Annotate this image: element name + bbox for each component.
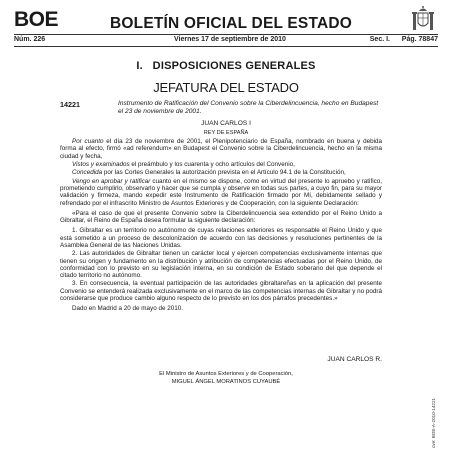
- department-heading: JEFATURA DEL ESTADO: [153, 80, 299, 95]
- entry-title: Instrumento de Ratificación del Convenio sobre la Ciberdelincuencia, hecho en Budapest el 23 de noviembre de 2001.: [118, 100, 379, 115]
- document-body: [60, 138, 382, 314]
- paragraph: Concedida por las Cortes Generales la autorización prevista en el Artículo 94.1 de la Constitución,: [72, 169, 346, 177]
- paragraph: Vistos y examinados el preámbulo y los cuarenta y ocho artículos del Convenio,: [72, 160, 295, 168]
- header-rule-bottom: [14, 46, 438, 47]
- paragraph: 2. Las autoridades de Gibraltar tienen un carácter local y ejercen competencias exclusivamente internas que tienen su origen y fundamento en la distribución y atribución de competencias efectuadas por el Reino Unido, de conformidad con lo previsto en su legislación interna, en su condición de Estado soberano del que depende el citado territorio no autónomo.: [60, 250, 382, 279]
- boe-logo-text: BOE: [14, 8, 59, 31]
- section-heading: I. DISPOSICIONES GENERALES: [136, 60, 316, 72]
- paragraph: Por cuanto el día 23 de noviembre de 2001, el Plenipotenciario de España, nombrado en buena y debida forma al efecto, firmó «ad referendum» en Budapest el Convenio sobre la Ciberdelincuencia, hecho en la misma ciudad y fecha,: [60, 138, 382, 160]
- gazette-header: [14, 5, 438, 35]
- paragraph: Vengo en aprobar y ratificar cuanto en el mismo se dispone, como en virtud del presente lo apruebo y ratifico, prometiendo cumplirlo, observarlo y hacer que se cumpla y observe en todas sus partes, a cuyo fin, para su mayor validación y firmeza, mando expedir este Instrumento de Ratificación firmado por Mí, debidamente sellado y refrendado por el infrascrito Ministro de Asuntos Exteriores y de Cooperación, con la siguiente Declaración:: [60, 177, 382, 207]
- minister-name: MIGUEL ÁNGEL MORATINOS CUYAUBÉ: [171, 378, 281, 385]
- issue-number: Núm. 226: [14, 36, 46, 43]
- gazette-meta: [14, 36, 438, 46]
- signatory-name: JUAN CARLOS I: [201, 120, 251, 127]
- gazette-title: BOLETÍN OFICIAL DEL ESTADO: [110, 15, 353, 32]
- minister-title: El Ministro de Asuntos Exteriores y de Cooperación,: [159, 371, 293, 377]
- issue-date: Viernes 17 de septiembre de 2010: [174, 36, 286, 43]
- cve-code: [424, 390, 434, 450]
- cve-text: cve: BOE-A-2010-14221: [431, 397, 436, 448]
- entry-number: 14221: [60, 100, 80, 109]
- coat-of-arms-icon: [410, 5, 436, 33]
- paragraph: Dado en Madrid a 20 de mayo de 2010.: [72, 305, 183, 313]
- signatory-subtitle: REY DE ESPAÑA: [203, 130, 249, 136]
- boe-logo: [14, 9, 58, 30]
- header-rule-top: [14, 34, 438, 35]
- paragraph: 3. En consecuencia, la eventual participación de las autoridades gibraltareñas en la aplicación del presente Convenio se entenderá realizada exclusivamente en el marco de las competencias internas de Gibraltar y no podrá considerarse que produce cambio alguno respecto de lo previsto en los dos párrafos precedentes.»: [60, 280, 382, 302]
- closing-signature: JUAN CARLOS R.: [327, 356, 382, 363]
- paragraph: «Para el caso de que el presente Convenio sobre la Ciberdelincuencia sea extendido por el Reino Unido a Gibraltar, el Reino de España desea formular la siguiente declaración:: [60, 209, 382, 225]
- minister-countersign: [0, 371, 452, 386]
- section-label: Sec. I.: [369, 36, 390, 43]
- page-number: Pág. 78847: [401, 36, 438, 43]
- paragraph: 1. Gibraltar es un territorio no autónomo de cuyas relaciones exteriores es responsable el Reino Unido y que está sometido a un proceso de descolonización de acuerdo con las decisiones y resoluciones pertinentes de la Asamblea General de las Naciones Unidas.: [60, 227, 382, 249]
